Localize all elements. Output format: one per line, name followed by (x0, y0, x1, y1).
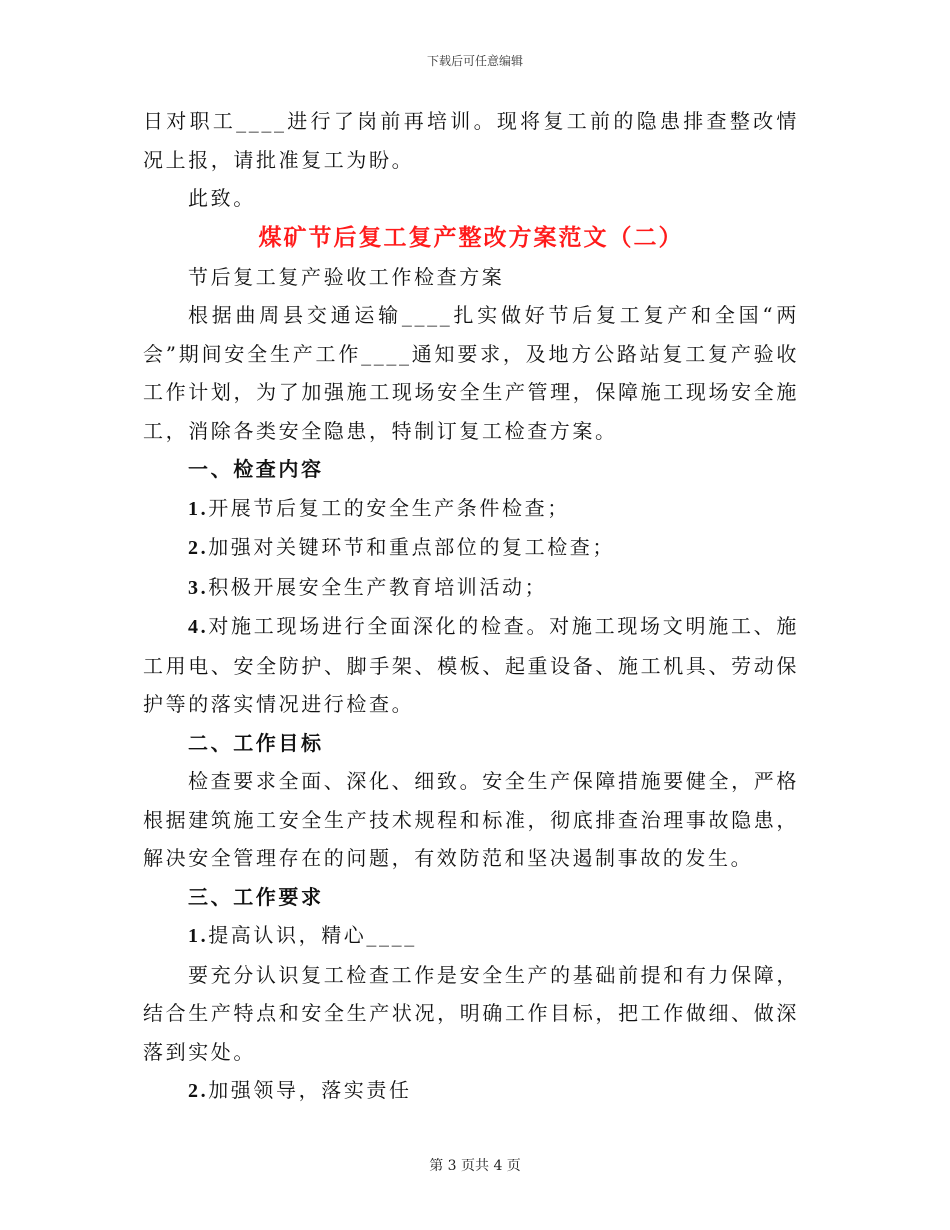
page-number: 第 3 页共 4 页 (429, 1158, 521, 1174)
heading-work-requirements: 三、工作要求 (188, 884, 324, 909)
list-text: 对施工现场进行全面深化的检查。对施工现场文明施工、施工用电、安全防护、脚手架、模板、起重设备、施工机具、劳动保护等的落实情况进行检查。 (143, 614, 799, 716)
paragraph-requirements: 要充分认识复工检查工作是安全生产的基础前提和有力保障，结合生产特点和安全生产状况，明确工作目标，把工作做细、做深落到实处。 (143, 962, 799, 1064)
list-text: 开展节后复工的安全生产条件检查； (208, 495, 570, 520)
list-number: 4. (188, 616, 209, 638)
paragraph-closing: 此致。 (188, 186, 256, 210)
list-item (143, 568, 799, 608)
list-number: 3. (188, 576, 209, 599)
document-body (143, 102, 799, 1111)
paragraph-intro: 根据曲周县交通运输____扎实做好节后复工复产和全国“两会”期间安全生产工作____通知要求，及地方公路站复工复产验收工作计划，为了加强施工现场安全生产管理，保障施工现场安全施工，消除各类安全隐患，特制订复工检查方案。 (143, 303, 799, 443)
list-text: 加强对关键环节和重点部位的复工检查； (208, 535, 616, 559)
list-text: 提高认识，精心____ (208, 923, 417, 947)
paragraph-continuation: 日对职工____进行了岗前再培训。现将复工前的隐患排查整改情况上报，请批准复工为盼。 (143, 109, 799, 172)
list-text: 加强领导，落实责任 (208, 1078, 412, 1102)
list-number: 1. (188, 497, 209, 520)
heading-inspection-content: 一、检查内容 (188, 457, 324, 481)
list-text: 积极开展安全生产教育培训活动； (208, 574, 548, 599)
list-number: 2. (188, 537, 209, 559)
list-item (143, 528, 799, 568)
paragraph-goals: 检查要求全面、深化、细致。安全生产保障措施要健全，严格根据建筑施工安全生产技术规程和标准，彻底排查治理事故隐患，解决安全管理存在的问题，有效防范和坚决遏制事故的发生。 (143, 769, 799, 870)
list-number: 1. (188, 925, 209, 947)
list-item (143, 489, 799, 529)
list-item (143, 1071, 799, 1111)
list-number: 2. (188, 1080, 209, 1102)
heading-work-goals: 二、工作目标 (188, 730, 324, 755)
paragraph-subtitle: 节后复工复产验收工作检查方案 (188, 264, 505, 289)
list-item (143, 916, 799, 956)
header-note: 下载后可任意编辑 (426, 54, 523, 68)
section-title: 煤矿节后复工复产整改方案范文（二） (258, 223, 684, 251)
list-item (143, 607, 799, 724)
